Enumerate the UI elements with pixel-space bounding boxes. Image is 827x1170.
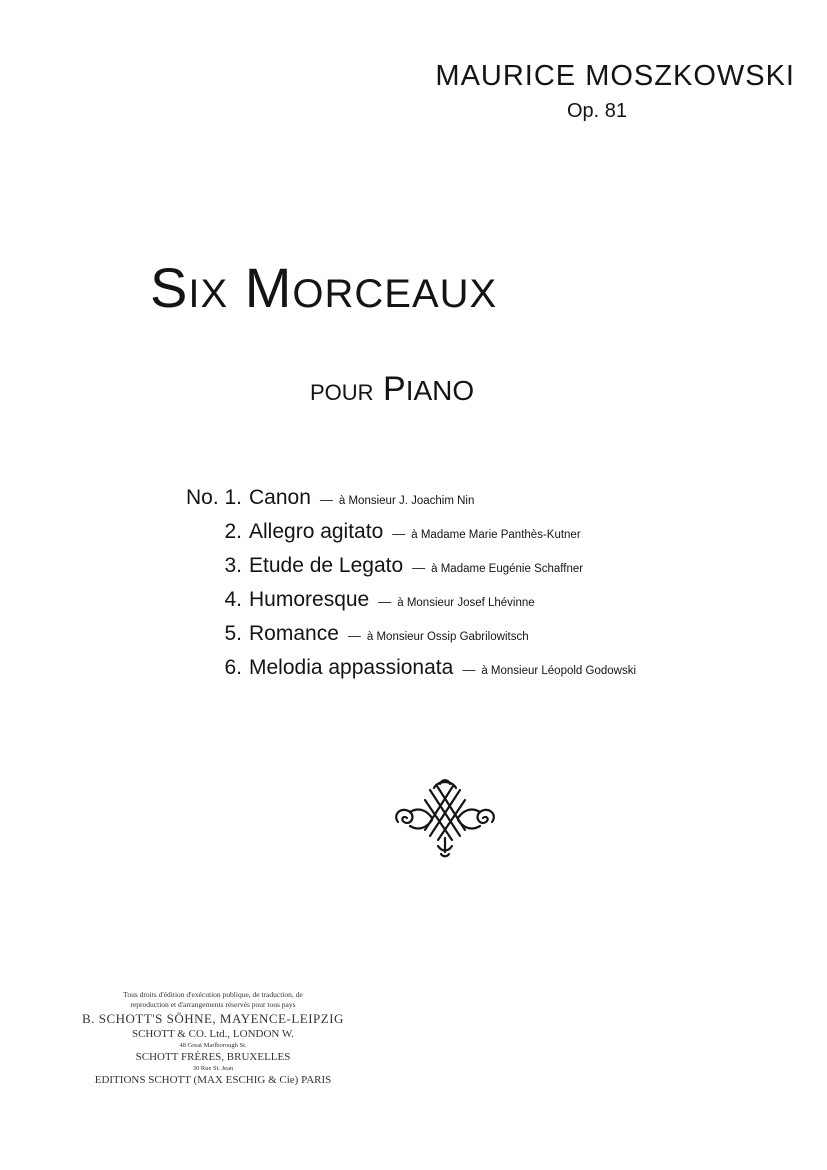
title-initial-1: S — [150, 256, 189, 319]
work-title: Melodia appassionata — [249, 656, 454, 679]
dash-separator: — — [347, 628, 361, 643]
dash-separator: — — [392, 526, 406, 541]
title-initial-2: M — [244, 256, 293, 319]
publisher-block — [48, 990, 378, 1087]
work-item — [176, 588, 636, 622]
work-dedication: à Madame Eugénie Schaffner — [431, 563, 584, 575]
work-dedication: à Monsieur Ossip Gabrilowitsch — [366, 631, 529, 643]
work-title: Canon — [249, 486, 311, 509]
publisher-london: SCHOTT & CO. Ltd., LONDON W. — [131, 1028, 295, 1040]
publisher-paris: EDITIONS SCHOTT (MAX ESCHIG & Cie) PARIS — [94, 1074, 332, 1086]
works-list — [176, 486, 636, 690]
work-dedication: à Monsieur Josef Lhévinne — [397, 597, 535, 609]
work-number: 5. — [224, 622, 242, 645]
work-number: No. 1. — [185, 486, 242, 509]
dash-separator: — — [462, 662, 476, 677]
work-item — [176, 520, 636, 554]
work-number: 4. — [224, 588, 242, 611]
composer-name: MAURICE MOSZKOWSKI — [435, 60, 795, 92]
title-rest-2: ORCEAUX — [292, 272, 498, 316]
work-dedication: à Monsieur J. Joachim Nin — [338, 495, 475, 507]
publisher-brussels-address: 30 Rue St. Jean — [192, 1065, 234, 1072]
work-number: 6. — [224, 656, 242, 679]
work-title: Allegro agitato — [249, 520, 384, 543]
rights-notice: Tous droits d'édition d'exécution publique, de traduction, de — [123, 990, 303, 999]
work-title: Etude de Legato — [249, 554, 404, 577]
subtitle-pour: POUR — [310, 380, 374, 405]
work-number: 3. — [224, 554, 242, 577]
page-title — [150, 255, 497, 320]
ornament-icon — [390, 778, 500, 863]
work-dedication: à Madame Marie Panthès-Kutner — [411, 529, 581, 541]
subtitle-initial: P — [383, 370, 406, 408]
publisher-london-address: 48 Great Marlborough St. — [179, 1042, 247, 1049]
title-rest-1: IX — [188, 272, 229, 316]
work-item — [176, 554, 636, 588]
dash-separator: — — [319, 492, 333, 507]
subtitle-rest: IANO — [405, 375, 475, 406]
dash-separator: — — [378, 594, 392, 609]
work-title: Humoresque — [249, 588, 370, 611]
work-number: 2. — [224, 520, 242, 543]
work-item — [176, 656, 636, 690]
work-item — [176, 622, 636, 656]
work-dedication: à Monsieur Léopold Godowski — [481, 665, 637, 677]
publisher-main: B. SCHOTT'S SÖHNE, MAYENCE-LEIPZIG — [82, 1011, 344, 1026]
opus-number: Op. 81 — [567, 100, 628, 122]
work-title: Romance — [249, 622, 339, 645]
publisher-brussels: SCHOTT FRÈRES, BRUXELLES — [135, 1051, 291, 1063]
dash-separator: — — [412, 560, 426, 575]
work-item — [176, 486, 636, 520]
subtitle — [310, 370, 474, 409]
rights-notice: reproduction et d'arrangements réservés pour tous pays — [130, 1000, 296, 1009]
